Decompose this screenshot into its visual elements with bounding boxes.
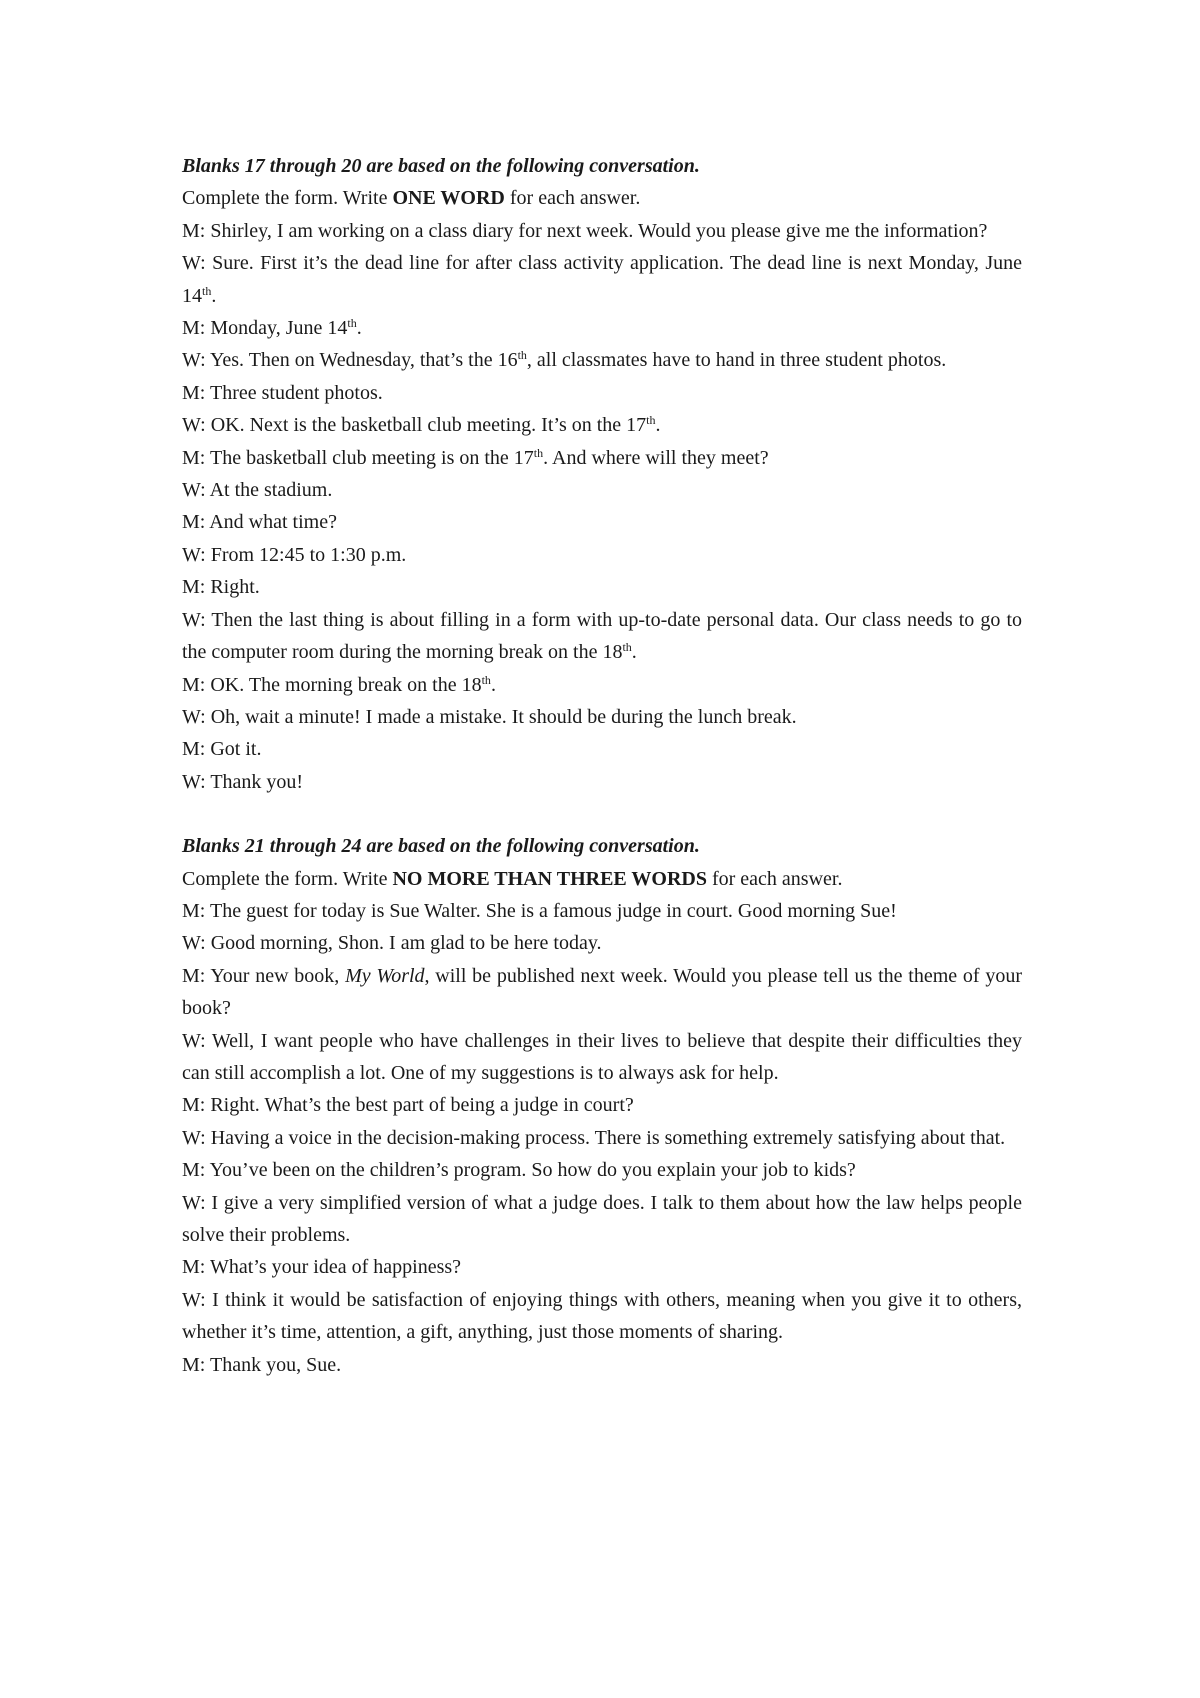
section-heading: Blanks 17 through 20 are based on the following conversation. [182, 155, 700, 177]
dialogue-lines [182, 895, 1022, 1381]
section-instruction [182, 182, 1022, 214]
dialogue-line [182, 1025, 1022, 1090]
instruction-emphasis: NO MORE THAN THREE WORDS [392, 867, 707, 890]
conversation-section-2 [182, 830, 1022, 1381]
book-title: My World [345, 964, 425, 987]
dialogue-line [182, 1122, 1022, 1154]
dialogue-line [182, 1187, 1022, 1252]
line-text: W: I give a very simplified version of what a judge does. I talk to them about how the law helps people solve their problems. [182, 1191, 1022, 1246]
dialogue-line [182, 1089, 1022, 1121]
dialogue-line [182, 506, 1022, 538]
instruction-text: for each answer. [706, 867, 843, 890]
dialogue-line [182, 701, 1022, 733]
line-text: , all classmates have to hand in three student photos. [526, 349, 947, 372]
document-page [182, 150, 1022, 1381]
line-text: M: Got it. [182, 738, 262, 761]
dialogue-line [182, 766, 1022, 798]
dialogue-line [182, 1349, 1022, 1381]
line-text: W: From 12:45 to 1:30 p.m. [182, 543, 407, 566]
dialogue-line [182, 960, 1022, 1025]
line-text: M: Three student photos. [182, 381, 383, 404]
dialogue-line [182, 312, 1022, 344]
dialogue-line [182, 474, 1022, 506]
dialogue-line [182, 1154, 1022, 1186]
instruction-emphasis: ONE WORD [392, 187, 505, 210]
line-text: W: Yes. Then on Wednesday, that’s the 16 [182, 349, 518, 372]
line-text: W: Then the last thing is about filling in a form with up-to-date personal data. Our class needs to go to the computer room during the morning break on the 18 [182, 608, 1022, 664]
line-text: W: Oh, wait a minute! I made a mistake. It should be during the lunch break. [182, 705, 797, 728]
line-text: M: Shirley, I am working on a class diary for next week. Would you please give me the information? [182, 219, 988, 242]
line-text: W: I think it would be satisfaction of enjoying things with others, meaning when you give it to others, whether it’s time, attention, a gift, anything, just those moments of sharing. [182, 1288, 1022, 1344]
line-text: . [211, 284, 217, 307]
dialogue-line [182, 442, 1022, 474]
line-text: M: Right. [182, 576, 260, 599]
section-instruction [182, 863, 1022, 895]
line-text: W: Good morning, Shon. I am glad to be here today. [182, 932, 602, 955]
dialogue-line [182, 344, 1022, 376]
superscript-suffix: th [517, 348, 527, 363]
line-text: M: What’s your idea of happiness? [182, 1256, 462, 1279]
dialogue-line [182, 539, 1022, 571]
superscript-suffix: th [622, 640, 632, 655]
line-text: . [631, 641, 637, 664]
line-text: . [490, 673, 496, 696]
line-text: M: Right. What’s the best part of being a judge in court? [182, 1094, 634, 1117]
dialogue-line [182, 733, 1022, 765]
line-text: M: The guest for today is Sue Walter. She is a famous judge in court. Good morning Sue! [182, 899, 897, 922]
line-text: W: OK. Next is the basketball club meeting. It’s on the 17 [182, 414, 647, 437]
line-text: . [356, 317, 362, 340]
line-text: M: You’ve been on the children’s program. So how do you explain your job to kids? [182, 1159, 856, 1182]
line-text: M: OK. The morning break on the 18 [182, 673, 482, 696]
superscript-suffix: th [202, 283, 212, 298]
section-heading: Blanks 21 through 24 are based on the following conversation. [182, 835, 700, 858]
line-text: M: Thank you, Sue. [182, 1353, 342, 1376]
superscript-suffix: th [347, 316, 357, 331]
line-text: M: And what time? [182, 511, 337, 534]
dialogue-line [182, 1251, 1022, 1283]
dialogue-line [182, 571, 1022, 603]
superscript-suffix: th [646, 413, 656, 428]
line-text: W: At the stadium. [182, 479, 333, 502]
dialogue-line [182, 604, 1022, 669]
line-text: W: Thank you! [182, 770, 304, 793]
instruction-text: Complete the form. Write [182, 187, 393, 210]
dialogue-line [182, 669, 1022, 701]
conversation-section-1 [182, 150, 1022, 798]
instruction-text: for each answer. [504, 187, 641, 210]
line-text: M: The basketball club meeting is on the 17 [182, 446, 534, 469]
line-text: W: Having a voice in the decision-making process. There is something extremely satisfying about that. [182, 1126, 1006, 1149]
dialogue-line [182, 215, 1022, 247]
dialogue-line [182, 377, 1022, 409]
line-text: W: Sure. First it’s the dead line for after class activity application. The dead line is next Monday, June 14 [182, 252, 1022, 307]
line-text: M: Monday, June 14 [182, 317, 348, 340]
line-text: . [655, 414, 661, 437]
superscript-suffix: th [481, 672, 491, 687]
line-text: M: Your new book, [182, 964, 346, 987]
dialogue-line [182, 927, 1022, 959]
dialogue-line [182, 1284, 1022, 1349]
line-text: , will be published next week. Would you please tell us the theme of your book? [182, 964, 1022, 1020]
dialogue-line [182, 895, 1022, 927]
line-text: W: Well, I want people who have challenges in their lives to believe that despite their difficulties they can still accomplish a lot. One of my suggestions is to always ask for help. [182, 1029, 1022, 1084]
dialogue-line [182, 247, 1022, 312]
instruction-text: Complete the form. Write [182, 867, 393, 890]
line-text: . And where will they meet? [543, 446, 769, 469]
superscript-suffix: th [533, 445, 544, 460]
dialogue-lines [182, 215, 1022, 798]
dialogue-line [182, 409, 1022, 441]
